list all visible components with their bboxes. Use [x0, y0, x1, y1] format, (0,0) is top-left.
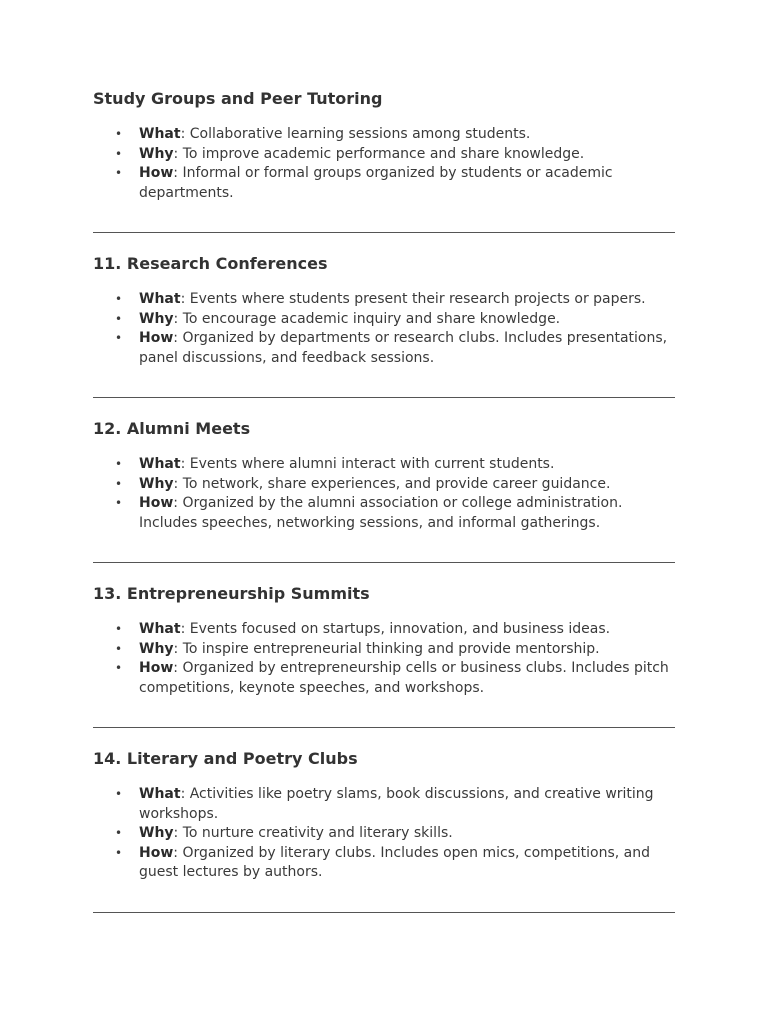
item-text: : To inspire entrepreneurial thinking and provide mentorship.: [173, 640, 600, 657]
bullet-icon: •: [115, 127, 123, 141]
section-divider: [93, 397, 675, 398]
list-item-why: [115, 824, 675, 844]
section-entrepreneurship-summits: [93, 584, 675, 728]
bullet-icon: •: [115, 166, 123, 180]
section-divider: [93, 912, 675, 913]
list-item-how: [115, 659, 675, 698]
item-label: How: [139, 660, 174, 676]
item-label: Why: [139, 145, 174, 162]
bullet-icon: •: [115, 146, 123, 161]
item-text: : Organized by literary clubs. Includes open mics, competitions, and guest lectures by authors.: [139, 844, 651, 880]
item-label: What: [139, 291, 181, 307]
list-item-why: [115, 145, 675, 165]
item-text: : Organized by departments or research clubs. Includes presentations, panel discussions, and feedback sessions.: [139, 330, 668, 366]
item-label: What: [139, 621, 181, 637]
item-text: : Informal or formal groups organized by students or academic departments.: [139, 165, 613, 201]
bullet-list: [93, 455, 675, 533]
bullet-icon: •: [115, 787, 123, 801]
bullet-icon: •: [115, 311, 123, 326]
item-text: : Events where alumni interact with current students.: [180, 456, 555, 472]
bullet-icon: •: [115, 457, 123, 471]
section-heading: 13. Entrepreneurship Summits: [93, 584, 370, 603]
item-label: How: [139, 330, 174, 346]
section-heading: 14. Literary and Poetry Clubs: [93, 749, 358, 768]
section-divider: [93, 727, 675, 728]
section-heading: 11. Research Conferences: [93, 254, 328, 273]
bullet-list: [93, 125, 675, 203]
bullet-icon: •: [115, 292, 123, 306]
item-label: What: [139, 126, 181, 142]
section-study-groups: [93, 89, 675, 233]
item-text: : To improve academic performance and share knowledge.: [173, 145, 585, 162]
item-label: Why: [139, 475, 174, 492]
list-item-what: [115, 785, 675, 824]
list-item-what: [115, 290, 675, 310]
bullet-list: [93, 290, 675, 368]
item-label: Why: [139, 825, 174, 841]
item-text: : Collaborative learning sessions among students.: [180, 126, 531, 142]
item-label: What: [139, 786, 181, 802]
item-text: : Events focused on startups, innovation, and business ideas.: [180, 621, 611, 637]
bullet-icon: •: [115, 476, 123, 491]
item-label: Why: [139, 640, 174, 657]
item-text: : To nurture creativity and literary skills.: [173, 825, 453, 841]
section-heading: 12. Alumni Meets: [93, 419, 251, 438]
item-text: : Events where students present their research projects or papers.: [180, 291, 646, 307]
list-item-how: [115, 494, 675, 533]
list-item-why: [115, 475, 675, 495]
bullet-icon: •: [115, 845, 123, 860]
list-item-how: [115, 329, 675, 368]
bullet-icon: •: [115, 826, 123, 840]
list-item-why: [115, 310, 675, 330]
section-research-conferences: [93, 254, 675, 398]
list-item-what: [115, 455, 675, 475]
item-label: How: [139, 844, 174, 861]
section-alumni-meets: [93, 419, 675, 563]
bullet-icon: •: [115, 622, 123, 636]
item-text: : To network, share experiences, and provide career guidance.: [173, 475, 611, 492]
list-item-how: [115, 164, 675, 203]
bullet-list: [93, 785, 675, 883]
list-item-what: [115, 620, 675, 640]
item-label: How: [139, 165, 174, 181]
section-heading: Study Groups and Peer Tutoring: [93, 89, 383, 108]
item-text: : Organized by entrepreneurship cells or business clubs. Includes pitch competitions, keynote speeches, and workshops.: [139, 660, 669, 696]
section-divider: [93, 232, 675, 233]
list-item-how: [115, 844, 675, 883]
item-text: : To encourage academic inquiry and share knowledge.: [173, 310, 561, 327]
item-label: Why: [139, 310, 174, 327]
bullet-list: [93, 620, 675, 698]
item-label: What: [139, 456, 181, 472]
item-text: : Activities like poetry slams, book discussions, and creative writing workshops.: [139, 786, 654, 822]
item-text: : Organized by the alumni association or college administration. Includes speeches, networking sessions, and informal gatherings.: [139, 495, 623, 531]
section-divider: [93, 562, 675, 563]
item-label: How: [139, 495, 174, 511]
bullet-icon: •: [115, 661, 123, 675]
bullet-icon: •: [115, 496, 123, 510]
list-item-why: [115, 640, 675, 660]
section-literary-poetry-clubs: [93, 749, 675, 913]
bullet-icon: •: [115, 331, 123, 345]
list-item-what: [115, 125, 675, 145]
bullet-icon: •: [115, 641, 123, 656]
